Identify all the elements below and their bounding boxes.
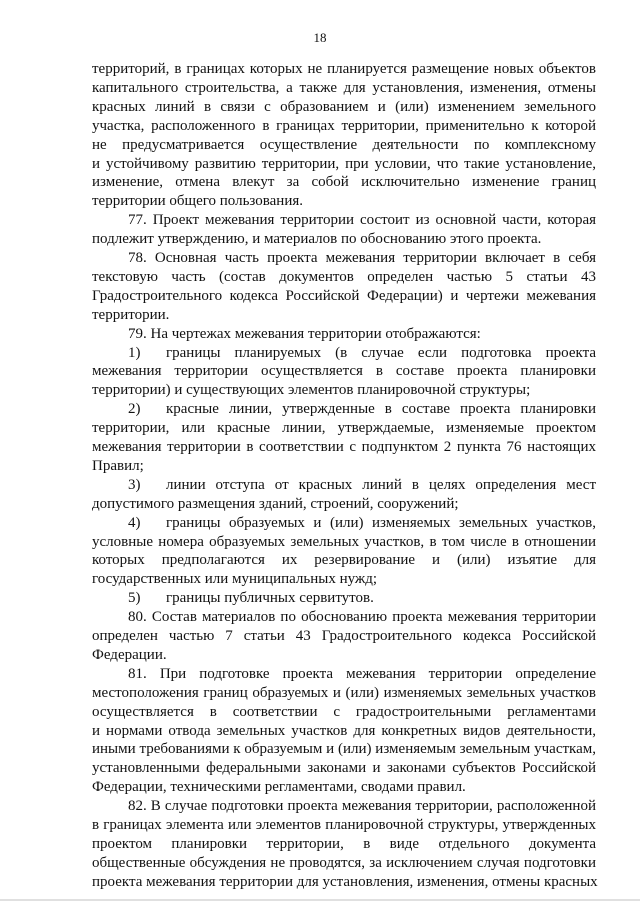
text-line: территории) и существующих элементов планировочной структуры; (92, 382, 531, 399)
text-line: Федерации, техническими регламентами, сводами правил. (92, 779, 466, 796)
page-bottom-edge (0, 899, 640, 901)
list-item-number: 3) (128, 476, 141, 493)
text-line (128, 344, 596, 363)
text-line: осуществляется в соответствии с градостроительными регламентами (92, 703, 596, 720)
list-item-number: 1) (128, 344, 141, 361)
text-line: территорий, в границах которых не планируется размещение новых объектов (92, 61, 596, 77)
text-line: 77. Проект межевания территории состоит из основной части, которая (128, 212, 596, 229)
text-line: 80. Состав материалов по обоснованию проекта межевания территории (128, 609, 596, 626)
page-number: 18 (313, 30, 327, 45)
text-line: 81. При подготовке проекта межевания территории определение (128, 665, 596, 682)
list-item-text: границы публичных сервитутов. (166, 590, 374, 607)
text-line: местоположения границ образуемых и (или) изменяемых земельных участков (92, 684, 596, 701)
text-line: 79. На чертежах межевания территории отображаются: (128, 325, 481, 342)
text-line: межевания территории осуществляется в составе проекта планировки (92, 363, 596, 380)
list-item-text: границы планируемых (в случае если подготовка проекта (166, 344, 596, 361)
text-line: и устойчивому развитию территории, при условии, что такие установление, (92, 155, 596, 172)
text-line: Федерации. (92, 646, 167, 663)
text-line: и нормами отвода земельных участков для конкретных видов деятельности, (92, 722, 596, 739)
text-line (128, 476, 596, 495)
text-line: красных линий в связи с образованием и (или) изменением земельного (92, 98, 596, 115)
text-line: Градостроительного кодекса Российской Федерации) и чертежи межевания (92, 287, 596, 304)
text-line (128, 400, 596, 419)
text-line: в границах элемента или элементов планировочной структуры, утвержденных (92, 817, 596, 833)
text-line: допустимого размещения зданий, строений, сооружений; (92, 495, 459, 512)
text-line: которых предполагаются их резервирование и (или) изъятие для (92, 552, 596, 569)
text-line: Правил; (92, 457, 144, 474)
text-line: проектом планировки территории, в виде отдельного документа (92, 835, 596, 852)
text-line (128, 514, 596, 533)
text-line: установленными федеральными законами и законами субъектов Российской (92, 760, 596, 777)
text-line: государственных или муниципальных нужд; (92, 571, 378, 588)
text-line: территории. (92, 306, 170, 323)
text-line: иными требованиями к образуемым и (или) изменяемым земельным участкам, (92, 741, 596, 758)
text-line: условные номера образуемых земельных участков, в том числе в отношении (92, 533, 596, 550)
text-line: текстовую часть (состав документов определен частью 5 статьи 43 (92, 268, 596, 285)
text-line: территории общего пользования. (92, 193, 304, 210)
list-item-number: 2) (128, 401, 141, 418)
text-line: подлежит утверждению, и материалов по обоснованию этого проекта. (92, 231, 542, 248)
text-line: 78. Основная часть проекта межевания территории включает в себя (128, 250, 596, 266)
text-line: не предусматривается осуществление деятельности по комплексному (92, 136, 596, 153)
list-item-number: 4) (128, 514, 141, 531)
text-line (128, 589, 596, 608)
text-line: определен частью 7 статьи 43 Градостроительного кодекса Российской (92, 628, 596, 644)
text-line: проекта межевания территории для установления, изменения, отмены красных (92, 873, 598, 890)
text-line: межевания территории в соответствии с подпунктом 2 пункта 76 настоящих (92, 439, 596, 455)
text-line: общественные обсуждения не проводятся, за исключением случая подготовки (92, 854, 596, 871)
text-line: капитального строительства, а также для установления, изменения, отмены (92, 79, 596, 96)
text-line: территории, или красные линии, утверждаемые, изменяемые проектом (92, 420, 596, 437)
text-line: 82. В случае подготовки проекта межевания территории, расположенной (128, 798, 596, 815)
list-item-number: 5) (128, 590, 141, 607)
text-line: изменение, отмена влекут за собой исключительно изменение границ (92, 174, 596, 191)
list-item-text: линии отступа от красных линий в целях определения мест (166, 476, 596, 493)
text-line: участка, расположенного в границах территории, применительно к которой (92, 117, 596, 134)
list-item-text: границы образуемых и (или) изменяемых земельных участков, (166, 514, 596, 531)
list-item-text: красные линии, утвержденные в составе проекта планировки (166, 401, 596, 418)
